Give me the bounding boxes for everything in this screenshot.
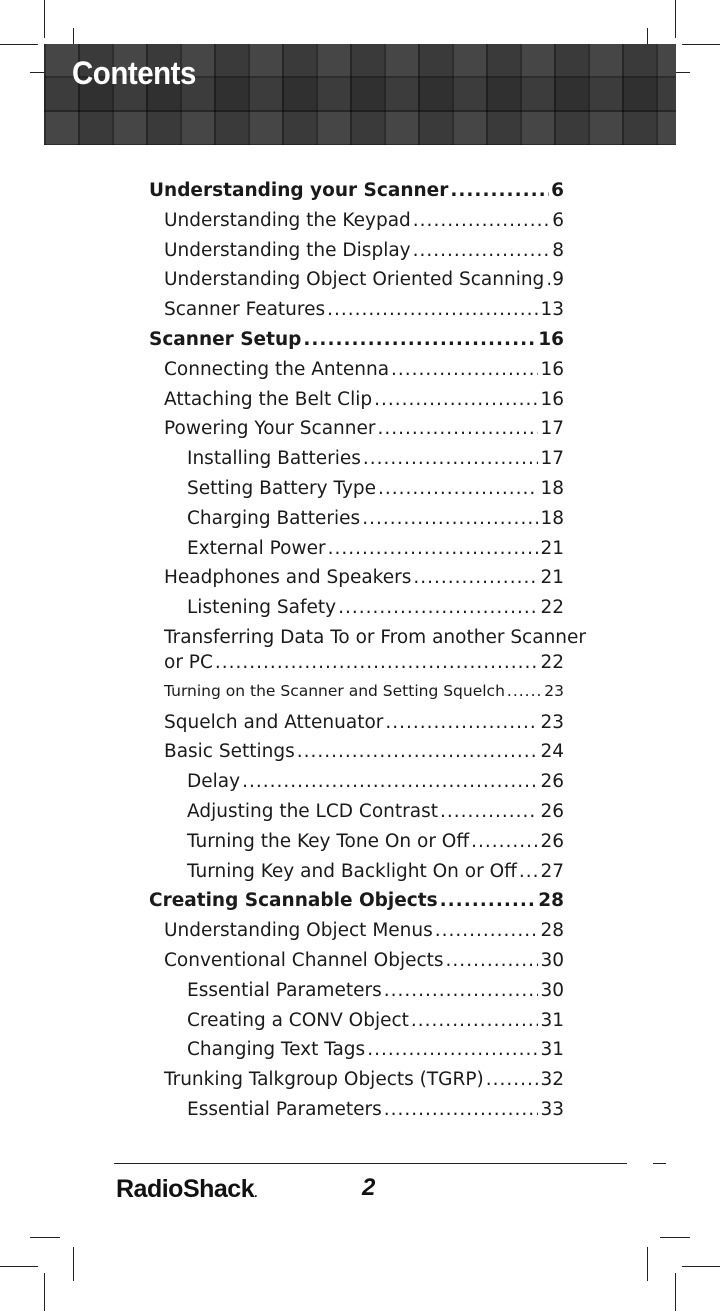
footer-divider xyxy=(114,1163,627,1164)
toc-leader-dots xyxy=(440,801,538,822)
toc-entry[interactable] xyxy=(149,920,564,950)
toc-entry-label: Understanding the Display xyxy=(164,239,411,261)
radioshack-logo: RadioShack. xyxy=(116,1175,257,1203)
toc-entry-label: Basic Settings xyxy=(164,741,295,763)
crop-mark xyxy=(44,1273,45,1311)
toc-entry-label: Understanding the Keypad xyxy=(164,209,411,231)
toc-entry-label: Creating a CONV Object xyxy=(187,1009,409,1031)
toc-entry-page: 22 xyxy=(540,597,564,619)
toc-leader-dots xyxy=(413,240,551,261)
toc-entry-page: 26 xyxy=(540,771,564,793)
crop-mark xyxy=(0,44,38,45)
toc-entry[interactable] xyxy=(149,890,564,920)
crop-mark xyxy=(30,1237,60,1238)
toc-entry-page: 31 xyxy=(540,1039,564,1061)
toc-leader-dots xyxy=(362,508,538,529)
crop-mark xyxy=(0,1266,38,1267)
toc-entry-label: Attaching the Belt Clip xyxy=(164,388,373,410)
toc-entry-page: 31 xyxy=(540,1009,564,1031)
toc-entry[interactable] xyxy=(149,329,564,359)
toc-leader-dots xyxy=(440,890,537,911)
toc-leader-dots xyxy=(338,597,538,618)
toc-entry-label: Essential Parameters xyxy=(187,979,382,1001)
toc-leader-dots xyxy=(378,418,539,439)
toc-leader-dots xyxy=(328,538,539,559)
toc-entry[interactable] xyxy=(149,597,564,627)
toc-leader-dots xyxy=(471,831,538,852)
crop-mark xyxy=(653,1163,666,1164)
toc-entry[interactable] xyxy=(149,567,564,597)
toc-entry-page: 23 xyxy=(544,681,564,700)
toc-entry-label: Turning the Key Tone On or Off xyxy=(187,830,470,852)
toc-leader-dots xyxy=(385,712,538,733)
toc-leader-dots xyxy=(507,682,542,700)
toc-entry-page: 21 xyxy=(540,537,564,559)
toc-entry[interactable] xyxy=(149,359,564,389)
toc-entry-page: 18 xyxy=(540,507,564,529)
toc-entry[interactable] xyxy=(149,508,564,538)
toc-leader-dots xyxy=(411,1010,539,1031)
toc-entry-label: Creating Scannable Objects xyxy=(149,890,438,912)
toc-entry[interactable] xyxy=(149,1010,564,1040)
toc-entry[interactable] xyxy=(149,1039,564,1069)
toc-entry[interactable] xyxy=(149,269,564,299)
toc-entry-page: 26 xyxy=(540,830,564,852)
toc-entry-page: 16 xyxy=(540,358,564,380)
toc-entry[interactable] xyxy=(149,1069,564,1099)
toc-entry-page: 33 xyxy=(540,1098,564,1120)
toc-leader-dots xyxy=(546,269,550,290)
toc-leader-dots xyxy=(303,329,536,350)
toc-entry-label: Installing Batteries xyxy=(187,448,361,470)
toc-entry-label: Scanner Features xyxy=(164,299,326,321)
toc-entry-label: Adjusting the LCD Contrast xyxy=(187,800,438,822)
toc-entry-page: 17 xyxy=(540,448,564,470)
toc-entry-page: 28 xyxy=(540,920,564,942)
toc-leader-dots xyxy=(391,359,538,380)
toc-entry-page: 8 xyxy=(552,239,564,261)
page-title: Contents xyxy=(72,55,196,91)
toc-entry-label: Understanding Object Menus xyxy=(164,920,433,942)
toc-entry-page: 23 xyxy=(540,711,564,733)
crop-mark xyxy=(73,1247,74,1281)
toc-leader-dots xyxy=(450,180,549,201)
toc-leader-dots xyxy=(215,652,539,673)
toc-entry-label: Turning on the Scanner and Setting Squelch xyxy=(164,681,505,700)
toc-entry-page: 16 xyxy=(540,388,564,410)
toc-entry[interactable] xyxy=(149,538,564,568)
toc-entry-page: 9 xyxy=(552,269,564,291)
toc-entry-page: 6 xyxy=(552,209,564,231)
toc-entry-page: 16 xyxy=(538,328,564,350)
crop-mark xyxy=(675,1273,676,1311)
toc-leader-dots xyxy=(486,1069,539,1090)
toc-leader-dots xyxy=(446,950,539,971)
crop-mark xyxy=(647,1247,648,1281)
crop-mark xyxy=(682,44,720,45)
toc-entry[interactable] xyxy=(149,418,564,448)
toc-entry-label: Understanding Object Oriented Scanning xyxy=(164,269,545,291)
toc-leader-dots xyxy=(413,567,538,588)
crop-mark xyxy=(675,0,676,38)
toc-entry-page: 28 xyxy=(538,890,564,912)
toc-leader-dots xyxy=(435,920,539,941)
toc-leader-dots xyxy=(519,861,539,882)
table-of-contents xyxy=(149,180,587,1129)
toc-entry[interactable] xyxy=(149,741,564,771)
toc-entry[interactable] xyxy=(149,389,564,419)
toc-leader-dots xyxy=(384,980,539,1001)
toc-entry-label: Understanding your Scanner xyxy=(149,180,449,201)
toc-entry[interactable] xyxy=(149,771,564,801)
toc-entry-label: Powering Your Scanner xyxy=(164,418,376,440)
toc-entry-page: 22 xyxy=(540,651,564,673)
toc-entry[interactable] xyxy=(149,652,564,682)
crop-mark xyxy=(660,1237,690,1238)
toc-entry-page: 13 xyxy=(540,299,564,321)
toc-entry[interactable] xyxy=(149,801,564,831)
toc-entry-label: Setting Battery Type xyxy=(187,477,376,499)
toc-entry[interactable] xyxy=(149,950,564,980)
toc-entry-page: 30 xyxy=(540,979,564,1001)
toc-entry[interactable] xyxy=(149,180,564,210)
toc-entry-label: Transferring Data To or From another Scanner xyxy=(164,626,587,648)
crop-mark xyxy=(44,0,45,38)
page-number: 2 xyxy=(362,1174,376,1201)
toc-entry[interactable] xyxy=(149,626,587,652)
toc-entry[interactable] xyxy=(149,831,564,861)
toc-leader-dots xyxy=(374,389,538,410)
toc-entry-page: 26 xyxy=(540,800,564,822)
toc-entry-label: or PC xyxy=(164,651,213,673)
toc-entry-label: Charging Batteries xyxy=(187,507,361,529)
toc-entry-page: 27 xyxy=(540,860,564,882)
toc-entry-page: 21 xyxy=(540,567,564,589)
toc-leader-dots xyxy=(413,210,550,231)
toc-entry-label: Delay xyxy=(187,771,241,793)
toc-entry[interactable] xyxy=(149,299,564,329)
toc-entry-label: Turning Key and Backlight On or Off xyxy=(187,860,517,882)
toc-entry-label: Headphones and Speakers xyxy=(164,567,412,589)
toc-leader-dots xyxy=(242,771,538,792)
toc-entry[interactable] xyxy=(149,478,564,508)
toc-entry-page: 32 xyxy=(540,1069,564,1091)
toc-entry-label: Connecting the Antenna xyxy=(164,358,390,380)
toc-entry-page: 17 xyxy=(540,418,564,440)
toc-entry-label: Squelch and Attenuator xyxy=(164,711,384,733)
toc-leader-dots xyxy=(363,448,539,469)
toc-entry[interactable] xyxy=(149,1099,564,1129)
toc-entry-page: 30 xyxy=(540,949,564,971)
toc-entry-label: Conventional Channel Objects xyxy=(164,949,444,971)
toc-entry-label: Changing Text Tags xyxy=(187,1039,366,1061)
toc-leader-dots xyxy=(367,1039,538,1060)
toc-entry[interactable] xyxy=(149,448,564,478)
toc-entry[interactable] xyxy=(149,712,564,742)
toc-entry[interactable] xyxy=(149,861,564,891)
toc-entry[interactable] xyxy=(149,980,564,1010)
toc-leader-dots xyxy=(327,299,538,320)
toc-entry-label: External Power xyxy=(187,537,326,559)
toc-entry[interactable] xyxy=(149,210,564,240)
toc-entry-page: 6 xyxy=(551,180,564,201)
toc-entry-label: Listening Safety xyxy=(187,597,337,619)
toc-entry[interactable] xyxy=(149,682,564,712)
toc-leader-dots xyxy=(384,1099,539,1120)
toc-entry-label: Scanner Setup xyxy=(149,328,302,350)
toc-entry-page: 18 xyxy=(540,477,564,499)
toc-entry-page: 24 xyxy=(540,741,564,763)
toc-leader-dots xyxy=(378,478,538,499)
toc-entry-label: Trunking Talkgroup Objects (TGRP) xyxy=(164,1069,484,1091)
toc-leader-dots xyxy=(297,741,539,762)
crop-mark xyxy=(682,1266,720,1267)
toc-entry-label: Essential Parameters xyxy=(187,1098,382,1120)
toc-entry[interactable] xyxy=(149,240,564,270)
